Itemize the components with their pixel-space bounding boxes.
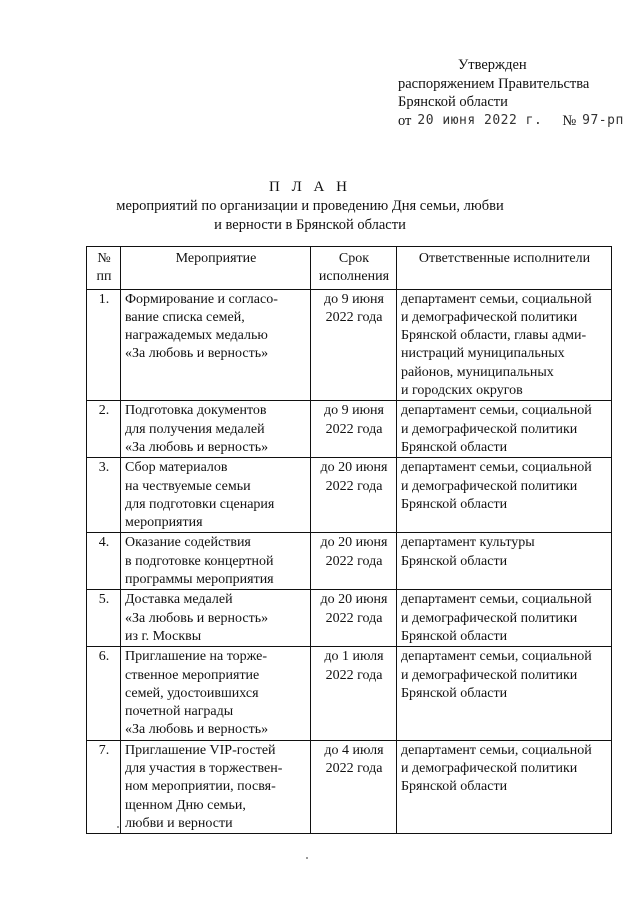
scan-speck [306,857,308,859]
row-event: Сбор материалов на чествуемые семьи для подготовки сценария мероприятия [121,458,311,533]
row-term: до 20 июня 2022 года [311,458,397,533]
row-event: Приглашение VIP-гостей для участия в торжествен- ном мероприятии, посвя- щенном Дню семьи, любви и верности [121,740,311,833]
approval-date-line [398,112,634,131]
date-prefix: от [398,112,412,129]
row-number: 3. [87,458,121,533]
row-term: до 4 июля 2022 года [311,740,397,833]
row-number: 2. [87,401,121,458]
row-event: Приглашение на торже- ственное мероприятие семей, удостоившихся почетной награды «За любовь и верность» [121,647,311,740]
table-header-row [87,247,612,290]
table-row [87,590,612,647]
table-row [87,458,612,533]
header-event: Мероприятие [121,247,311,290]
row-term: до 20 июня 2022 года [311,590,397,647]
row-term: до 9 июня 2022 года [311,289,397,401]
row-event: Подготовка документов для получения медалей «За любовь и верность» [121,401,311,458]
header-term: Срок исполнения [311,247,397,290]
table-row [87,647,612,740]
header-number: № пп [87,247,121,290]
row-responsible: департамент культуры Брянской области [397,533,612,590]
approval-number: 97-рп [582,112,624,128]
approval-stamp [398,56,634,130]
row-responsible: департамент семьи, социальной и демографической политики Брянской области [397,401,612,458]
row-number: 7. [87,740,121,833]
approval-region: Брянской области [398,94,508,110]
row-responsible: департамент семьи, социальной и демографической политики Брянской области [397,647,612,740]
title-line-2: и верности в Брянской области [214,217,406,233]
row-responsible: департамент семьи, социальной и демографической политики Брянской области [397,740,612,833]
row-event: Доставка медалей «За любовь и верность» из г. Москвы [121,590,311,647]
title-line-1: мероприятий по организации и проведению Дня семьи, любви [116,198,504,214]
document-title [100,177,520,235]
table-row [87,740,612,833]
row-number: 4. [87,533,121,590]
table-row [87,289,612,401]
header-responsible: Ответственные исполнители [397,247,612,290]
row-term: до 1 июля 2022 года [311,647,397,740]
row-responsible: департамент семьи, социальной и демографической политики Брянской области [397,458,612,533]
table-row [87,401,612,458]
table-row [87,533,612,590]
row-responsible: департамент семьи, социальной и демографической политики Брянской области, главы адми- нистраций муниципальных районов, муниципальных и городских округов [397,289,612,401]
row-term: до 9 июня 2022 года [311,401,397,458]
row-number: 5. [87,590,121,647]
title-main: П Л А Н [269,179,351,195]
approval-date: 20 июня 2022 г. [417,112,543,128]
scan-speck [117,826,119,828]
approval-authority: распоряжением Правительства [398,75,590,92]
approval-title: Утвержден [458,57,527,73]
row-responsible: департамент семьи, социальной и демографической политики Брянской области [397,590,612,647]
row-number: 1. [87,289,121,401]
number-label: № [562,112,577,129]
row-event: Оказание содействия в подготовке концертной программы мероприятия [121,533,311,590]
row-event: Формирование и согласо- вание списка семей, награжадемых медалью «За любовь и верность» [121,289,311,401]
row-number: 6. [87,647,121,740]
plan-table [86,246,612,834]
row-term: до 20 июня 2022 года [311,533,397,590]
